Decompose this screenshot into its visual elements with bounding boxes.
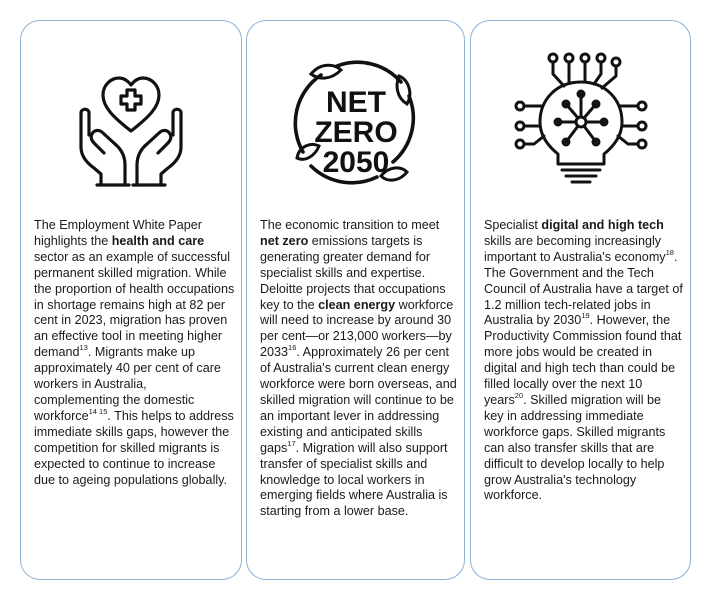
digital-tech-text: Specialist digital and high tech skills are becoming increasingly important to Australia's economy$^{18}$. The Government and the Tech Council of Australia have a target of 1.2 million tech-related jobs in Australia by 2030$^{19}$. However, the Productivity Commission found that more jobs would be created in digital and high tech than could be filled locally over the next 10 years$^{20}$. Skilled migration will be key in addressing immediate workforce gaps. Skilled migrants can also transfer skills that are difficult to develop locally to help grow Australia's technology workforce. xyxy=(484,218,683,503)
health-care-card xyxy=(20,20,242,580)
health-care-highlight: health and care xyxy=(111,233,205,248)
digital-tech-highlight: digital and high tech xyxy=(541,218,664,232)
footnote-ref: 19 xyxy=(581,311,590,321)
net-zero-highlight: net zero xyxy=(260,233,309,248)
footnote-ref: 16 xyxy=(288,343,297,353)
net-zero-line-3: 2050 xyxy=(322,146,389,179)
net-zero-line-1: NET xyxy=(325,86,386,119)
digital-tech-card xyxy=(470,20,691,580)
footnote-ref: 18 xyxy=(665,247,674,257)
net-zero-2050-icon xyxy=(247,29,464,217)
footnote-ref: 17 xyxy=(287,438,296,448)
net-zero-line-2: ZERO xyxy=(313,116,398,149)
health-care-text: The Employment White Paper highlights the health and care sector as an example of successful permanent skilled migration. While the proportion of health occupations in shortage remains high at 82 per cent in 2023, migration has proven an effective tool in meeting higher demand$^{13}$. Migrants make up approximately 40 per cent of care workers in Australia, complementing the domestic workforce$^{14 15}$. This helps to address immediate skills gaps, however the competition for skilled migrants is expected to continue to increase due to ageing populations globally. xyxy=(34,218,235,487)
net-zero-text: The economic transition to meet net zero emissions targets is generating greater demand for specialist skills and expertise. Deloitte projects that occupations key to the clean energy workforce will need to increase by around 30 per cent—or 213,000 workers—by 2033$^{16}$. Approximately 26 per cent of Australia's current clean energy workforce were born overseas, and skilled migration will continue to be an important lever in addressing existing and anticipated skills gaps$^{17}$. Migration will also support transfer of specialist skills and knowledge to local workers in emerging fields where Australia is starting from a lower base. xyxy=(260,218,457,519)
footnote-ref: 20 xyxy=(514,390,524,400)
clean-energy-highlight: clean energy xyxy=(318,297,396,312)
net-zero-card xyxy=(246,20,465,580)
circuit-lightbulb-icon xyxy=(471,29,690,217)
hands-heart-medical-icon xyxy=(21,29,241,217)
footnote-ref: 14 15 xyxy=(88,406,108,416)
footnote-ref: 13 xyxy=(79,343,88,353)
